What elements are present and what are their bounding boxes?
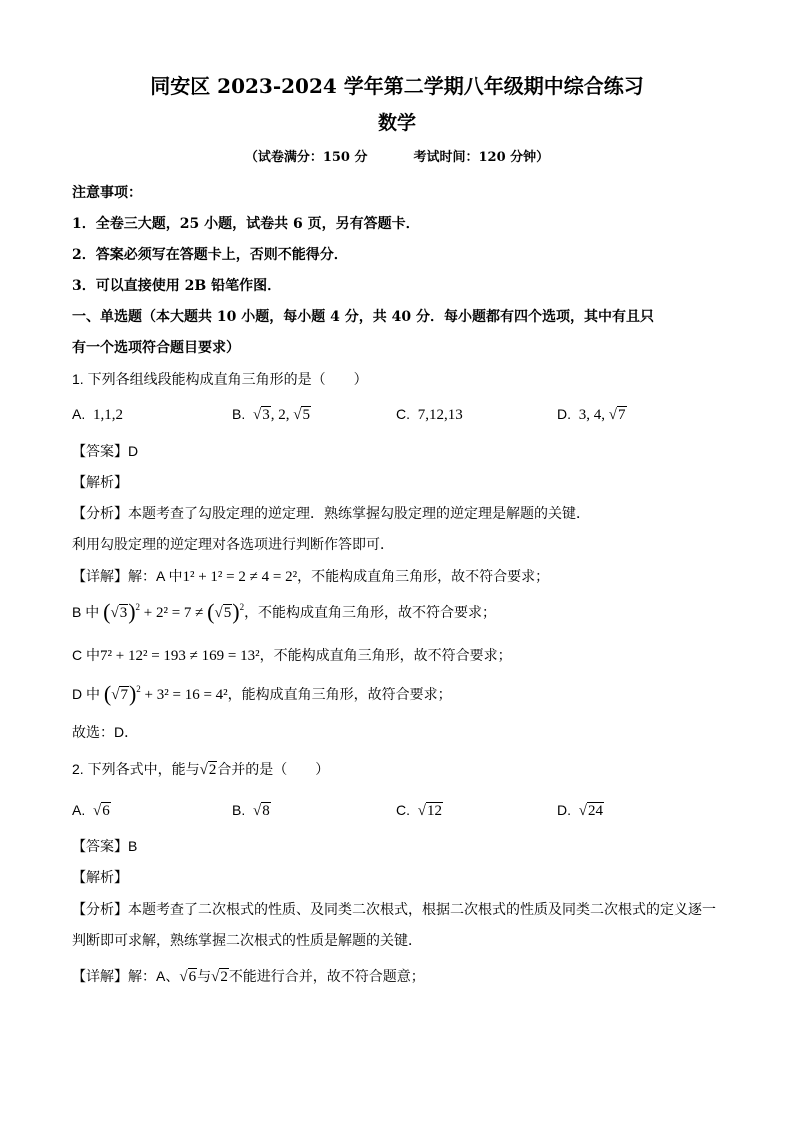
exam-title: 同安区 2023-2024 学年第二学期八年级期中综合练习 — [150, 74, 644, 98]
q1-fenxi2: 利用勾股定理的逆定理对各选项进行判断作答即可． — [72, 536, 394, 552]
sqrt-symbol: √6 — [93, 803, 110, 819]
q1-answer: 【答案】D — [72, 443, 139, 459]
sqrt-symbol: √7 — [111, 687, 128, 703]
sqrt-symbol: √7 — [608, 407, 626, 423]
note-item-2: 2．答案必须写在答题卡上，否则不能得分． — [72, 247, 348, 263]
q1-stem: 1. 下列各组线段能构成直角三角形的是（ ） — [72, 371, 368, 387]
time-label: 考试时间：120 分钟） — [413, 150, 550, 165]
sqrt-symbol: √3 — [110, 605, 128, 621]
section1-line1: 一、单选题（本大题共 10 小题，每小题 4 分，共 40 分．每小题都有四个选项，其中有且只 — [72, 309, 654, 325]
q2-fenxi: 【分析】本题考查了二次根式的性质、及同类二次根式，根据二次根式的性质及同类二次根式的定义逐一 — [72, 901, 716, 917]
score-label: （试卷满分：150 分 — [244, 150, 368, 165]
q2-stem: 2. 下列各式中，能与√2合并的是（ ） — [72, 761, 330, 778]
sqrt-symbol: √8 — [253, 803, 270, 819]
q1-analysis-tag: 【解析】 — [72, 474, 128, 490]
q2-detail-a: 【详解】解：A、√6与√2不能进行合并，故不符合题意； — [72, 968, 425, 985]
note-item-3: 3．可以直接使用 2B 铅笔作图． — [72, 278, 282, 294]
sqrt-symbol: √6 — [179, 969, 197, 985]
sqrt-symbol: √2 — [199, 762, 217, 778]
sqrt-symbol: √3 — [253, 407, 270, 423]
sqrt-symbol: √24 — [578, 803, 604, 819]
q1-fenxi: 【分析】本题考查了勾股定理的逆定理．熟练掌握勾股定理的逆定理是解题的关键． — [72, 505, 590, 521]
q1-detail-d: D 中 $(√7)^2 + 3^2 = 16 = 4^2$，能构成直角三角形，故符合要求； — [72, 681, 452, 706]
exam-meta — [0, 148, 794, 168]
q1-detail-a: 【详解】解：A 中1² + 1² = 2 ≠ 4 = 2²，不能构成直角三角形，故不符合要求； — [72, 568, 550, 585]
q2-analysis-tag: 【解析】 — [72, 869, 128, 885]
q1-choose: 故选：D． — [72, 724, 139, 740]
q1-option-c: C. 7,12,13 — [396, 406, 463, 423]
q1-detail-c: C 中7² + 12² = 193 ≠ 169 = 13²，不能构成直角三角形，故不符合要求； — [72, 647, 512, 664]
q2-option-b: B. √8 — [232, 802, 270, 819]
exam-subject: 数学 — [377, 112, 416, 134]
q1-detail-b: B 中 $(√3)^2 + 2^2 = 7 \ne (√5)^2$，不能构成直角三角形，故不符合要求； — [72, 599, 497, 624]
note-item-1: 1．全卷三大题，25 小题，试卷共 6 页，另有答题卡． — [72, 216, 420, 232]
sqrt-symbol: √12 — [417, 803, 443, 819]
sqrt-symbol: √5 — [214, 605, 232, 621]
sqrt-symbol: √2 — [211, 969, 228, 985]
sqrt-symbol: √5 — [293, 407, 310, 423]
q1-option-a: A. 1,1,2 — [72, 406, 124, 423]
q1-option-d: D. 3, 4, √7 — [557, 406, 626, 423]
section1-line2: 有一个选项符合题目要求） — [72, 340, 240, 356]
q1-option-b: B. √3, 2, √5 — [232, 406, 310, 423]
q2-fenxi2: 判断即可求解，熟练掌握二次根式的性质是解题的关键． — [72, 932, 422, 948]
notes-heading: 注意事项： — [72, 185, 142, 201]
q2-answer: 【答案】B — [72, 838, 138, 854]
q2-option-a: A. √6 — [72, 802, 110, 819]
q2-option-c: C. √12 — [396, 802, 443, 819]
q2-option-d: D. √24 — [557, 802, 604, 819]
